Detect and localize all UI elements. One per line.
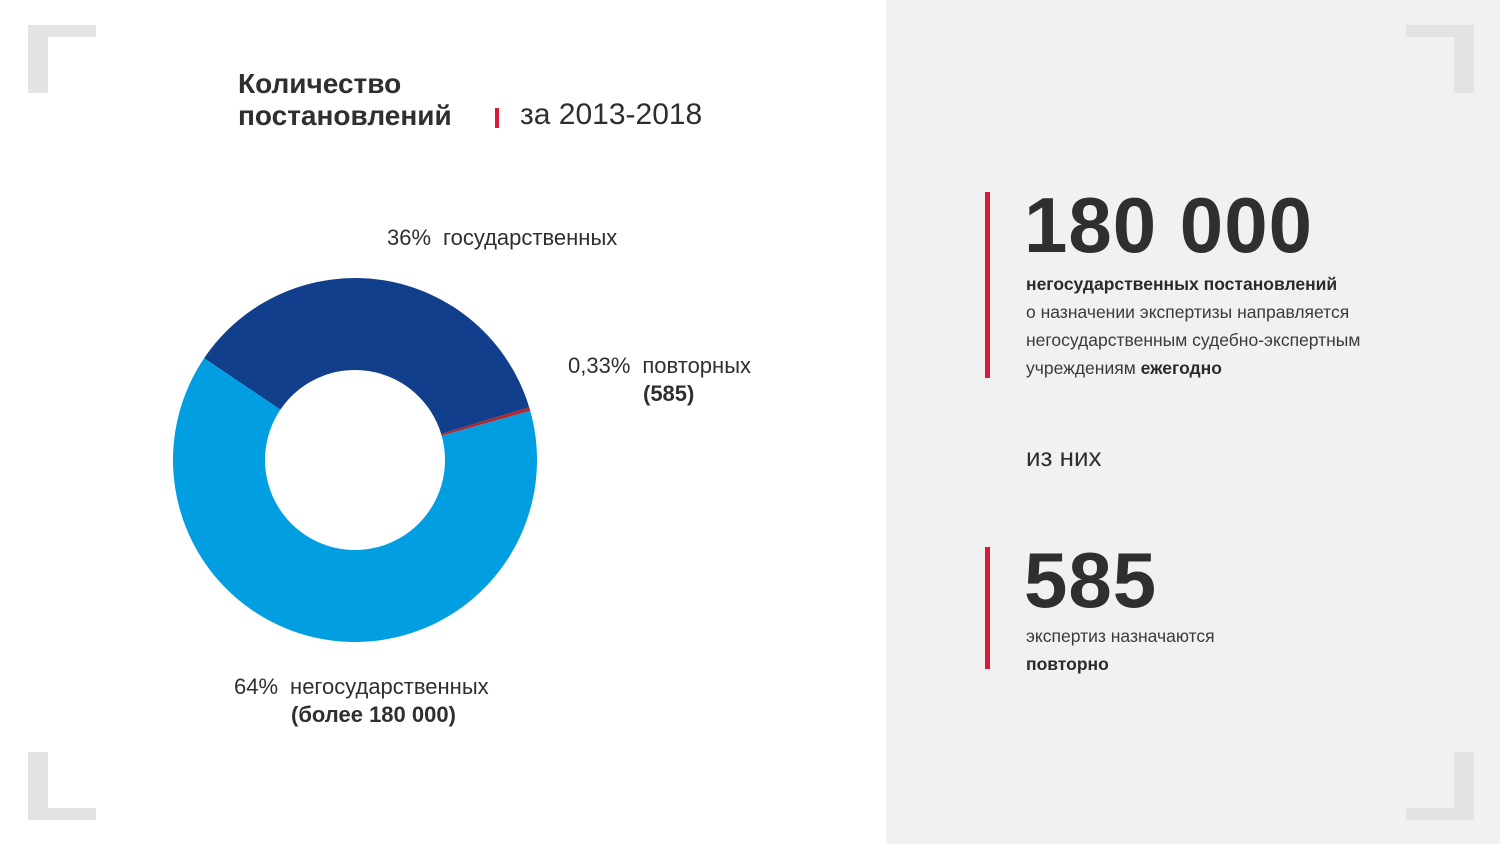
slice-label-nongov-pct: 64%: [234, 674, 279, 699]
slice-label-repeat-pct: 0,33%: [568, 353, 631, 378]
stat1-bold-line: негосударственных постановлений: [1026, 274, 1338, 294]
chart-title-line2: постановлений: [238, 100, 452, 131]
title-separator: [495, 108, 499, 128]
donut-chart: [160, 265, 550, 655]
corner-bracket-top-right: [1406, 25, 1474, 93]
corner-bracket-bottom-left: [28, 752, 96, 820]
corner-bracket-bottom-right: [1406, 752, 1474, 820]
stat2-bold-line: повторно: [1026, 654, 1109, 674]
connector-text: из них: [1026, 442, 1102, 472]
right-info-panel: [886, 0, 1500, 844]
chart-title-line1: Количество: [238, 68, 402, 99]
stat2-description: [1026, 622, 1326, 678]
slice-label-repeat-detail: (585): [643, 381, 695, 406]
slice-label-gov-name: государственных: [443, 225, 618, 250]
stat1-line3: негосударственным судебно-экспертным: [1026, 330, 1361, 350]
stat1-line4-bold: ежегодно: [1140, 358, 1222, 378]
slice-label-gov-pct: 36%: [387, 225, 432, 250]
stat1-description: [1026, 270, 1466, 382]
chart-period: за 2013-2018: [520, 98, 703, 131]
slice-label-repeat: [568, 352, 751, 408]
stat1-line2: о назначении экспертизы направляется: [1026, 302, 1350, 322]
stat1-accent-bar: [985, 192, 990, 378]
stat2-value: 585: [1024, 536, 1158, 624]
corner-bracket-top-left: [28, 25, 96, 93]
stat2-line1: экспертиз назначаются: [1026, 626, 1215, 646]
chart-title: [238, 68, 452, 132]
stat1-line4-plain: учреждениям: [1026, 358, 1136, 378]
slice-label-nongov-name: негосударственных: [290, 674, 489, 699]
slice-label-repeat-name: повторных: [642, 353, 752, 378]
stat1-value: 180 000: [1024, 181, 1313, 269]
slice-label-nongov: [234, 673, 489, 729]
stat2-accent-bar: [985, 547, 990, 669]
slice-label-nongov-detail: (более 180 000): [291, 702, 456, 727]
slice-label-gov: [387, 224, 617, 252]
